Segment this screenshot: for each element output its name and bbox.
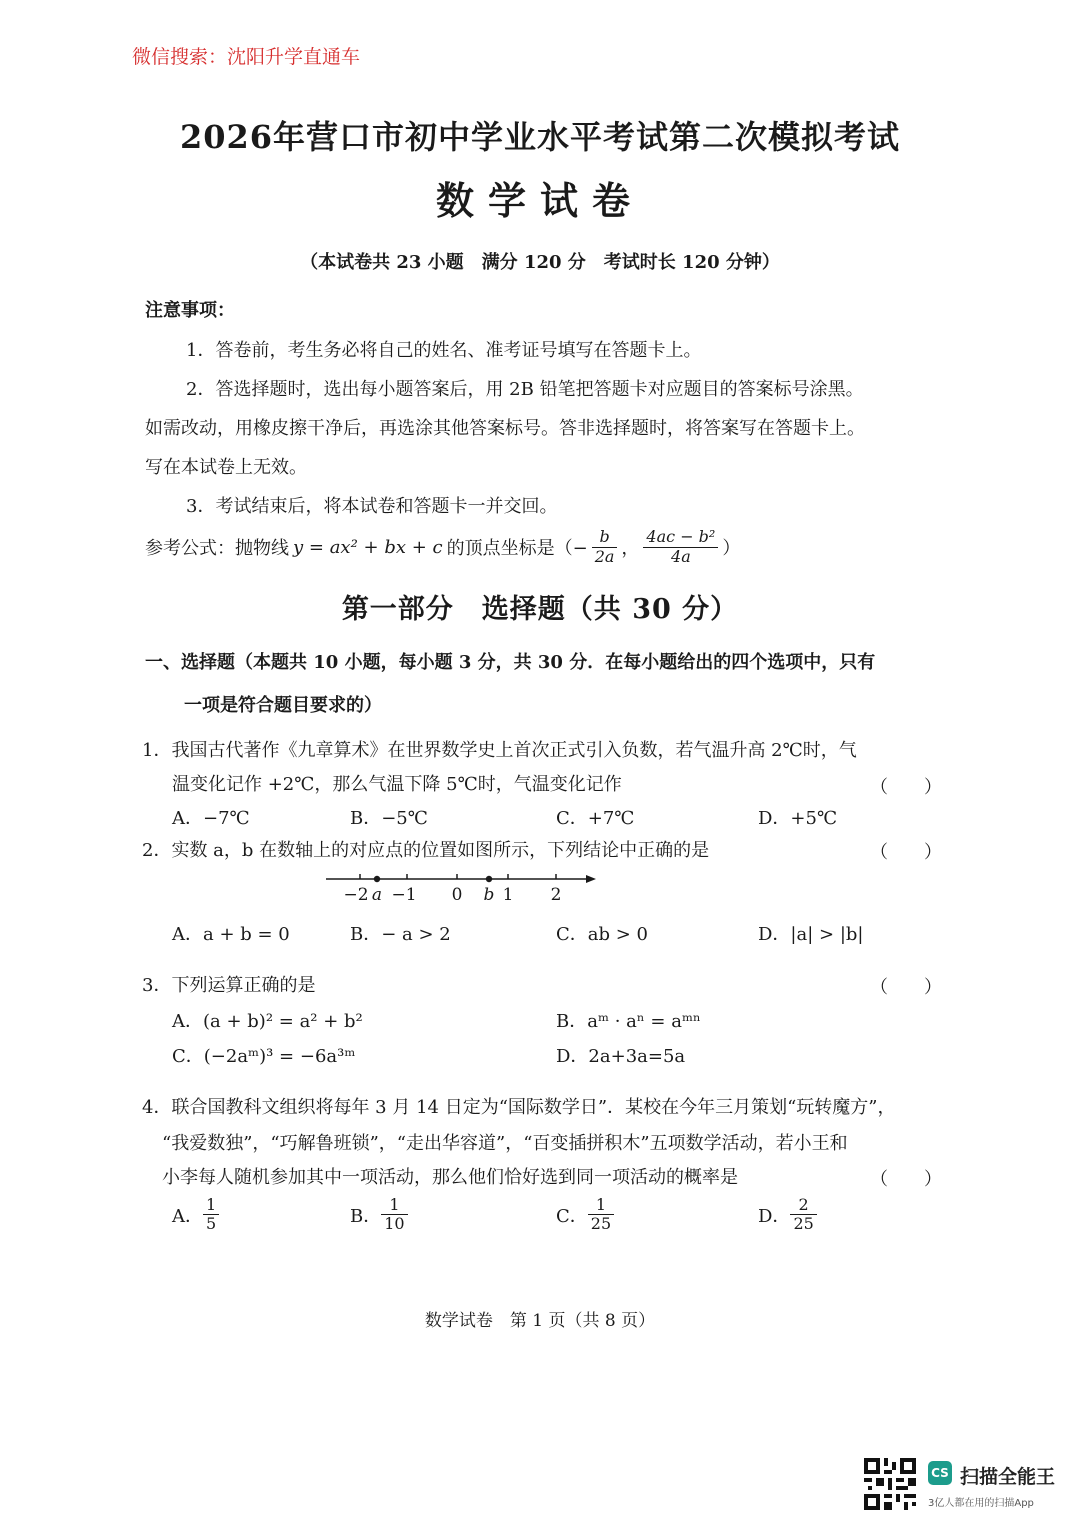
q1-option-d: D．+5℃ (758, 808, 838, 829)
fraction-denominator: 10 (384, 1214, 405, 1234)
fraction-numerator: 1 (588, 1196, 614, 1215)
watermark-text: 微信搜索：沈阳升学直通车 (132, 46, 361, 68)
q4-stem-line-1: 4．联合国教科文组织将每年 3 月 14 日定为“国际数学日”．某校在今年三月策划“玩转魔方”， (142, 1097, 896, 1118)
number-line-arrow (586, 875, 596, 883)
fraction-denominator: 2a (594, 546, 615, 566)
option-letter: B． (350, 1205, 382, 1227)
q3-option-d: D．2a+3a=5a (556, 1046, 686, 1067)
fraction-numerator: b (592, 528, 618, 547)
q4-option-d (758, 1196, 817, 1234)
camscanner-logo-icon: CS (928, 1461, 952, 1485)
notice-item-2-line-1: 2．答选择题时，选出每小题答案后，用 2B 铅笔把答题卡对应题目的答案标号涂黑。 (186, 379, 864, 400)
fraction-numerator: 1 (381, 1196, 407, 1215)
q2-option-d: D．|a| > |b| (758, 924, 864, 945)
fraction-numerator: 1 (203, 1196, 219, 1215)
q4-stem-line-3: 小李每人随机参加其中一项活动，那么他们恰好选到同一项活动的概率是 (162, 1167, 738, 1188)
section-1-instruction-line-2: 一项是符合题目要求的） (184, 695, 382, 716)
subject-title: 数学试卷 (435, 178, 644, 223)
camscanner-name: 扫描全能王 (960, 1466, 1056, 1488)
number-line-figure (320, 862, 610, 910)
q1-answer-blank: （ ） (870, 777, 942, 798)
section-1-instruction-line-1: 一、选择题（本题共 10 小题，每小题 3 分，共 30 分．在每小题给出的四个选项中，只有 (145, 652, 876, 673)
formula-close: ） (722, 538, 741, 559)
q4-option-a (172, 1196, 219, 1234)
q1-stem-line-2: 温变化记作 +2℃，那么气温下降 5℃时，气温变化记作 (172, 774, 622, 795)
q2-option-b: B．− a > 2 (350, 924, 451, 945)
option-letter: A． (172, 1205, 203, 1227)
point-a-dot (374, 876, 380, 882)
q2-answer-blank: （ ） (870, 842, 942, 863)
reference-formula (145, 522, 740, 572)
q1-option-a: A．−7℃ (172, 808, 250, 829)
vertex-y-fraction (643, 528, 718, 566)
notice-item-1: 1．答卷前，考生务必将自己的姓名、准考证号填写在答题卡上。 (186, 340, 702, 361)
q1-option-c: C．+7℃ (556, 808, 635, 829)
point-a-label: a (371, 885, 383, 905)
q1-option-b: B．−5℃ (350, 808, 428, 829)
q2-stem: 2．实数 a，b 在数轴上的对应点的位置如图所示，下列结论中正确的是 (142, 840, 710, 861)
formula-comma: ， (621, 538, 640, 559)
vertex-x-fraction (592, 528, 618, 566)
q4-stem-line-2: “我爱数独”，“巧解鲁班锁”，“走出华容道”，“百变插拼积木”五项数学活动，若小王和 (162, 1133, 848, 1154)
formula-expression: y = ax² + bx + c (293, 536, 443, 558)
q3-option-a: A．(a + b)² = a² + b² (172, 1011, 363, 1032)
tick-label-neg1: −1 (391, 885, 417, 905)
page-footer: 数学试卷 第 1 页（共 8 页） (424, 1311, 656, 1331)
tick-label-0: 0 (451, 885, 463, 905)
fraction-denominator: 4a (671, 546, 691, 566)
notice-item-2-line-3: 写在本试卷上无效。 (145, 457, 307, 478)
point-b-dot (486, 876, 492, 882)
fraction-denominator: 5 (206, 1214, 217, 1234)
option-fraction (790, 1196, 816, 1234)
exam-title: 2026年营口市初中学业水平考试第二次模拟考试 (179, 118, 901, 156)
q3-answer-blank: （ ） (870, 977, 942, 998)
point-b-label: b (483, 885, 495, 905)
tick-label-neg2: −2 (343, 885, 369, 905)
q4-answer-blank: （ ） (870, 1169, 942, 1190)
option-fraction (203, 1196, 219, 1234)
fraction-denominator: 25 (590, 1214, 612, 1234)
camscanner-slogan: 3亿人都在用的扫描App (928, 1498, 1034, 1509)
q1-stem-line-1: 1．我国古代著作《九章算术》在世界数学史上首次正式引入负数，若气温升高 2℃时，气 (142, 740, 857, 761)
notice-heading: 注意事项： (145, 300, 235, 321)
q2-option-a: A．a + b = 0 (172, 924, 290, 945)
q3-option-c: C．(−2aᵐ)³ = −6a³ᵐ (172, 1046, 356, 1067)
q3-stem: 3．下列运算正确的是 (142, 975, 316, 996)
q4-option-b (350, 1196, 408, 1234)
option-fraction (588, 1196, 614, 1234)
qr-code-icon (864, 1458, 916, 1510)
q2-option-c: C．ab > 0 (556, 924, 649, 945)
formula-label: 参考公式：抛物线 (145, 538, 289, 559)
fraction-numerator: 4ac − b² (643, 528, 718, 547)
q4-option-c (556, 1196, 614, 1234)
formula-mid: 的顶点坐标是（− (446, 538, 588, 559)
fraction-denominator: 25 (793, 1214, 814, 1234)
part-1-title: 第一部分 选择题（共 30 分） (341, 594, 739, 625)
notice-item-3: 3．考试结束后，将本试卷和答题卡一并交回。 (186, 496, 558, 517)
tick-label-1: 1 (502, 885, 514, 905)
option-letter: D． (758, 1205, 791, 1227)
option-letter: C． (556, 1205, 588, 1227)
q3-option-b: B．aᵐ · aⁿ = aᵐⁿ (556, 1011, 701, 1032)
option-fraction (381, 1196, 407, 1234)
notice-item-2-line-2: 如需改动，用橡皮擦干净后，再选涂其他答案标号。答非选择题时，将答案写在答题卡上。 (145, 418, 865, 439)
tick-label-2: 2 (550, 885, 562, 905)
exam-info: （本试卷共 23 小题 满分 120 分 考试时长 120 分钟） (300, 252, 780, 273)
fraction-numerator: 2 (790, 1196, 816, 1215)
